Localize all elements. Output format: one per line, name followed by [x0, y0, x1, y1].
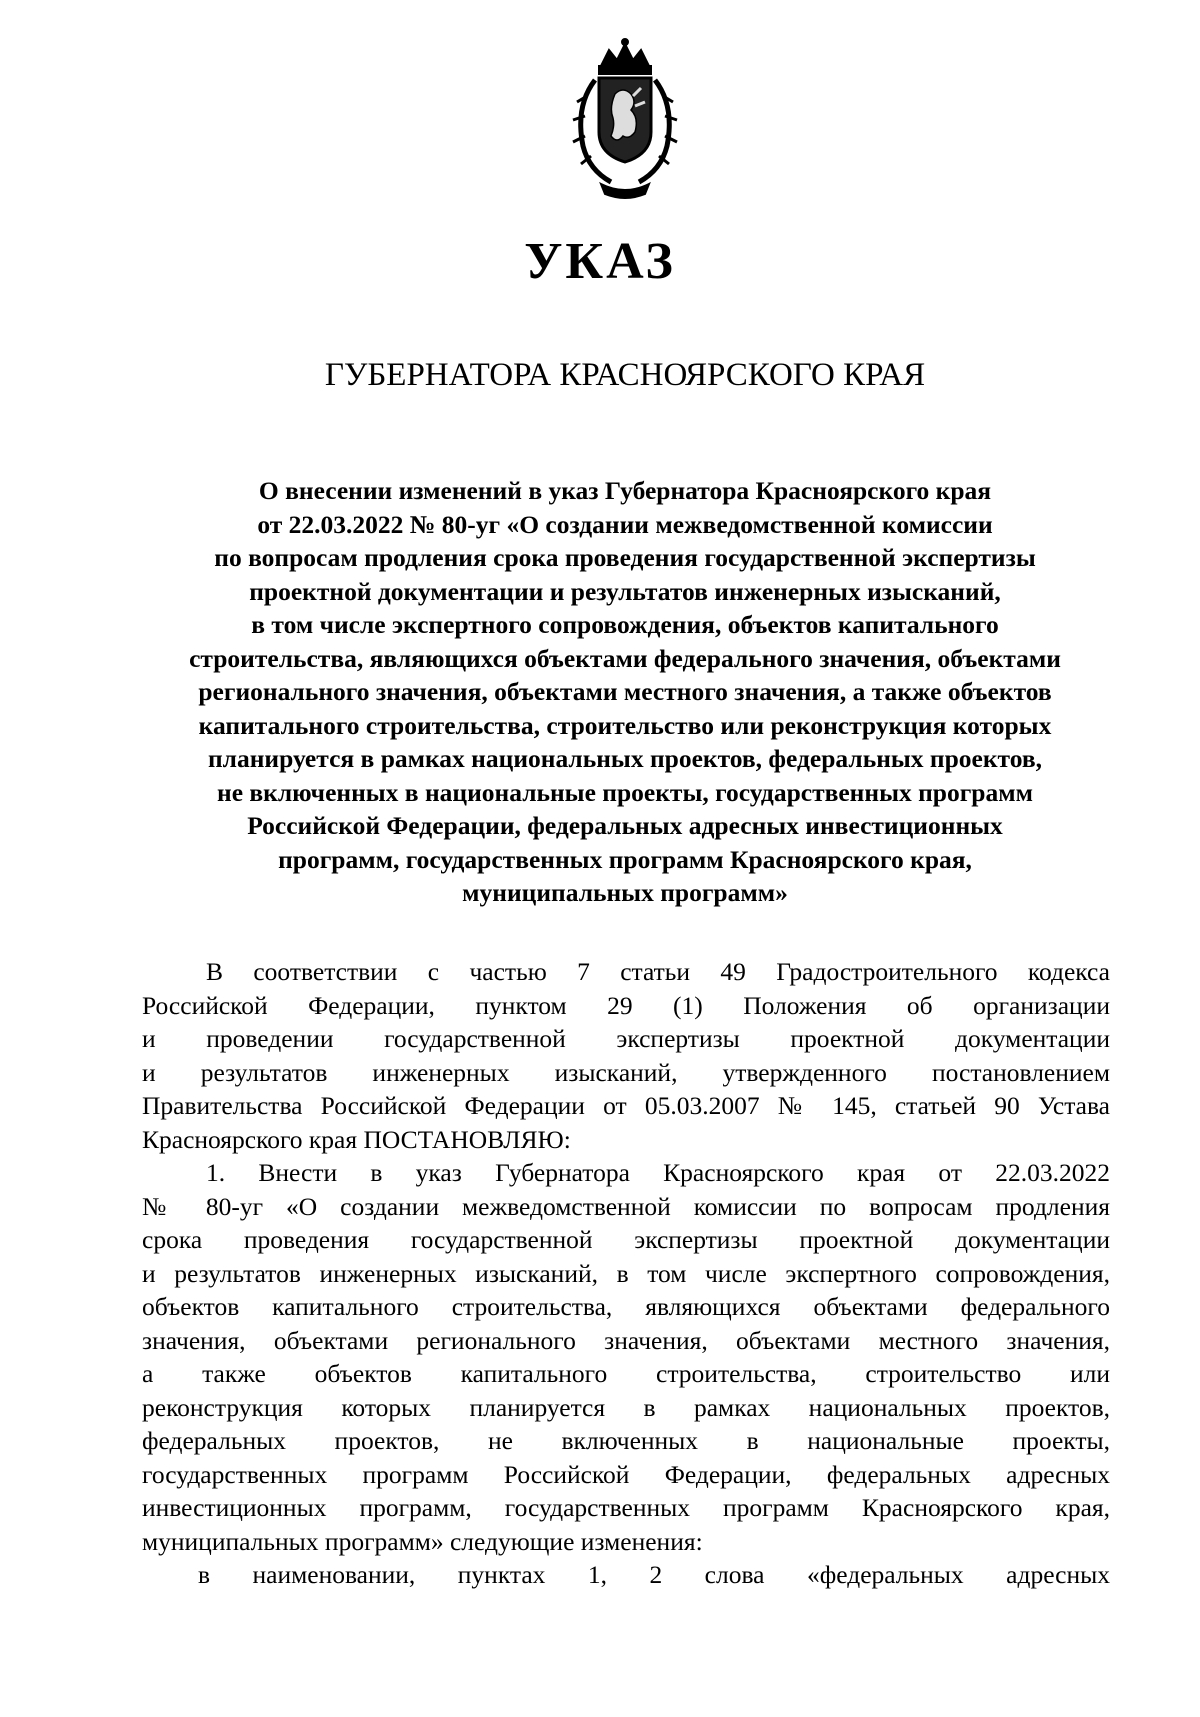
body-line: федеральных проектов, не включенных в национальные проекты,: [142, 1426, 1110, 1455]
issuer-heading: ГУБЕРНАТОРА КРАСНОЯРСКОГО КРАЯ: [324, 357, 926, 393]
subject-line: по вопросам продления срока проведения государственной экспертизы: [214, 543, 1036, 572]
subject-line: О внесении изменений в указ Губернатора Красноярского края: [258, 476, 992, 505]
document-title: УКАЗ: [524, 233, 676, 290]
subject-line: строительства, являющихся объектами федерального значения, объектами: [189, 643, 1061, 673]
body-line: и результатов инженерных изысканий, в том числе экспертного сопровождения,: [142, 1258, 1110, 1288]
body-line: В соответствии с частью 7 статьи 49 Градостроительного кодекса: [206, 957, 1110, 986]
subject-line: капитального строительства, строительство или реконструкция которых: [198, 710, 1052, 740]
body-line: и результатов инженерных изысканий, утвержденного постановлением: [142, 1057, 1110, 1087]
body-line: объектов капитального строительства, являющихся объектами федерального: [142, 1292, 1110, 1321]
body-line: реконструкция которых планируется в рамках национальных проектов,: [142, 1392, 1110, 1422]
subject-line: регионального значения, объектами местного значения, а также объектов: [198, 677, 1052, 706]
subject-line: Российской Федерации, федеральных адресных инвестиционных: [247, 811, 1003, 840]
body-line: 1. Внести в указ Губернатора Красноярского края от 22.03.2022: [206, 1158, 1110, 1187]
body-line: государственных программ Российской Федерации, федеральных адресных: [142, 1459, 1110, 1489]
body-line: муниципальных программ» следующие изменения:: [142, 1526, 703, 1556]
body-line: Красноярского края ПОСТАНОВЛЯЮ:: [142, 1124, 571, 1154]
subject-line: в том числе экспертного сопровождения, объектов капитального: [251, 610, 999, 639]
body-line: инвестиционных программ, государственных программ Красноярского края,: [142, 1493, 1110, 1522]
subject-line: от 22.03.2022 № 80-уг «О создании межведомственной комиссии: [257, 509, 993, 539]
body-line: и проведении государственной экспертизы проектной документации: [142, 1024, 1110, 1053]
subject-line: муниципальных программ»: [462, 878, 788, 907]
body-line: значения, объектами регионального значения, объектами местного значения,: [142, 1325, 1110, 1355]
subject-line: не включенных в национальные проекты, государственных программ: [217, 777, 1033, 807]
body-line: Российской Федерации, пунктом 29 (1) Положения об организации: [142, 990, 1110, 1020]
subject-line: планируется в рамках национальных проектов, федеральных проектов,: [207, 744, 1043, 773]
subject-line: проектной документации и результатов инженерных изысканий,: [249, 576, 1001, 606]
subject-line: программ, государственных программ Красноярского края,: [278, 844, 972, 874]
krasnoyarsk-coat-of-arms-icon: [565, 36, 685, 202]
body-line: Правительства Российской Федерации от 05.03.2007 № 145, статьей 90 Устава: [142, 1091, 1110, 1120]
body-line: а также объектов капитального строительства, строительство или: [142, 1359, 1110, 1388]
document-body: [142, 955, 1110, 1592]
body-line: № 80-уг «О создании межведомственной комиссии по вопросам продления: [142, 1191, 1110, 1221]
document-subject: [130, 474, 1120, 910]
body-line: в наименовании, пунктах 1, 2 слова «федеральных адресных: [198, 1560, 1110, 1589]
coat-of-arms-emblem: [565, 36, 685, 202]
body-line: срока проведения государственной экспертизы проектной документации: [142, 1225, 1110, 1254]
